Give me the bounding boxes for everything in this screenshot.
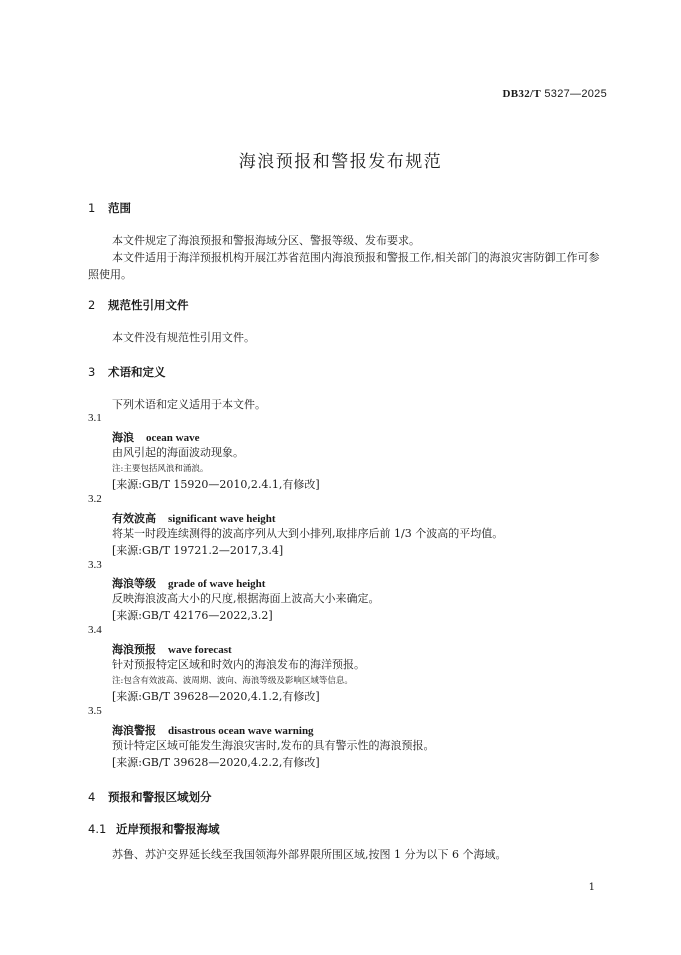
term-title <box>112 722 314 738</box>
term-source: [来源:GB/T 39628—2020,4.2.2,有修改] <box>112 756 320 769</box>
term-number: 3.4 <box>88 624 102 636</box>
page-number: 1 <box>588 882 595 893</box>
section-title: 规范性引用文件 <box>108 298 189 312</box>
term-source: [来源:GB/T 42176—2022,3.2] <box>112 609 273 622</box>
section-4-heading <box>88 789 212 805</box>
term-en: wave forecast <box>168 644 232 656</box>
term-source: [来源:GB/T 19721.2—2017,3.4] <box>112 544 284 557</box>
term-title <box>112 429 199 445</box>
section-number: 4.1 <box>88 822 107 836</box>
term-definition: 将某一时段连续测得的波高序列从大到小排列,取排序后前 1/3 个波高的平均值。 <box>112 527 504 540</box>
section-title: 近岸预报和警报海域 <box>116 822 220 836</box>
term-en: disastrous ocean wave warning <box>168 725 314 737</box>
term-en: ocean wave <box>146 432 200 444</box>
term-zh: 海浪 <box>112 431 134 444</box>
term-en: significant wave height <box>168 513 276 525</box>
section-1-paragraph-2: 本文件适用于海洋预报机构开展江苏省范围内海浪预报和警报工作,相关部门的海浪灾害防御工作可参照使用。 <box>88 251 600 281</box>
term-number: 3.2 <box>88 493 102 505</box>
section-title: 范围 <box>108 201 131 215</box>
term-number: 3.1 <box>88 412 102 424</box>
section-3-intro: 下列术语和定义适用于本文件。 <box>112 398 266 411</box>
section-1-heading <box>88 200 131 216</box>
term-zh: 海浪等级 <box>112 577 156 590</box>
term-en: grade of wave height <box>168 578 266 590</box>
standard-code <box>503 88 607 100</box>
section-title: 术语和定义 <box>108 365 166 379</box>
section-4-1-paragraph-1: 苏鲁、苏沪交界延长线至我国领海外部界限所围区域,按图 1 分为以下 6 个海域。 <box>112 848 507 861</box>
document-title: 海浪预报和警报发布规范 <box>238 152 443 172</box>
section-4-1-heading <box>88 821 220 837</box>
section-number: 3 <box>88 365 96 379</box>
term-source: [来源:GB/T 39628—2020,4.1.2,有修改] <box>112 690 320 703</box>
standard-code-prefix: DB32/T <box>502 88 541 100</box>
term-title <box>112 510 276 526</box>
section-number: 2 <box>88 298 96 312</box>
term-note: 注:主要包括风浪和涌浪。 <box>112 464 209 474</box>
standard-code-number: 5327—2025 <box>541 88 607 100</box>
term-zh: 海浪预报 <box>112 643 156 656</box>
term-number: 3.5 <box>88 705 102 717</box>
term-zh: 有效波高 <box>112 512 156 525</box>
term-source: [来源:GB/T 15920—2010,2.4.1,有修改] <box>112 478 320 491</box>
term-definition: 由风引起的海面波动现象。 <box>112 446 244 459</box>
term-note: 注:包含有效波高、波周期、波向、海浪等级及影响区域等信息。 <box>112 676 353 686</box>
section-2-heading <box>88 297 189 313</box>
term-title <box>112 575 265 591</box>
section-3-heading <box>88 364 166 380</box>
term-definition: 反映海浪波高大小的尺度,根据海面上波高大小来确定。 <box>112 592 380 605</box>
section-number: 4 <box>88 790 96 804</box>
section-title: 预报和警报区域划分 <box>108 790 212 804</box>
section-2-paragraph-1: 本文件没有规范性引用文件。 <box>112 331 255 344</box>
term-number: 3.3 <box>88 559 102 571</box>
section-1-paragraph-1: 本文件规定了海浪预报和警报海域分区、警报等级、发布要求。 <box>112 234 420 247</box>
term-title <box>112 641 232 657</box>
term-definition: 预计特定区域可能发生海浪灾害时,发布的具有警示性的海浪预报。 <box>112 739 435 752</box>
section-number: 1 <box>88 201 96 215</box>
term-definition: 针对预报特定区域和时效内的海浪发布的海洋预报。 <box>112 658 365 671</box>
term-zh: 海浪警报 <box>112 724 156 737</box>
